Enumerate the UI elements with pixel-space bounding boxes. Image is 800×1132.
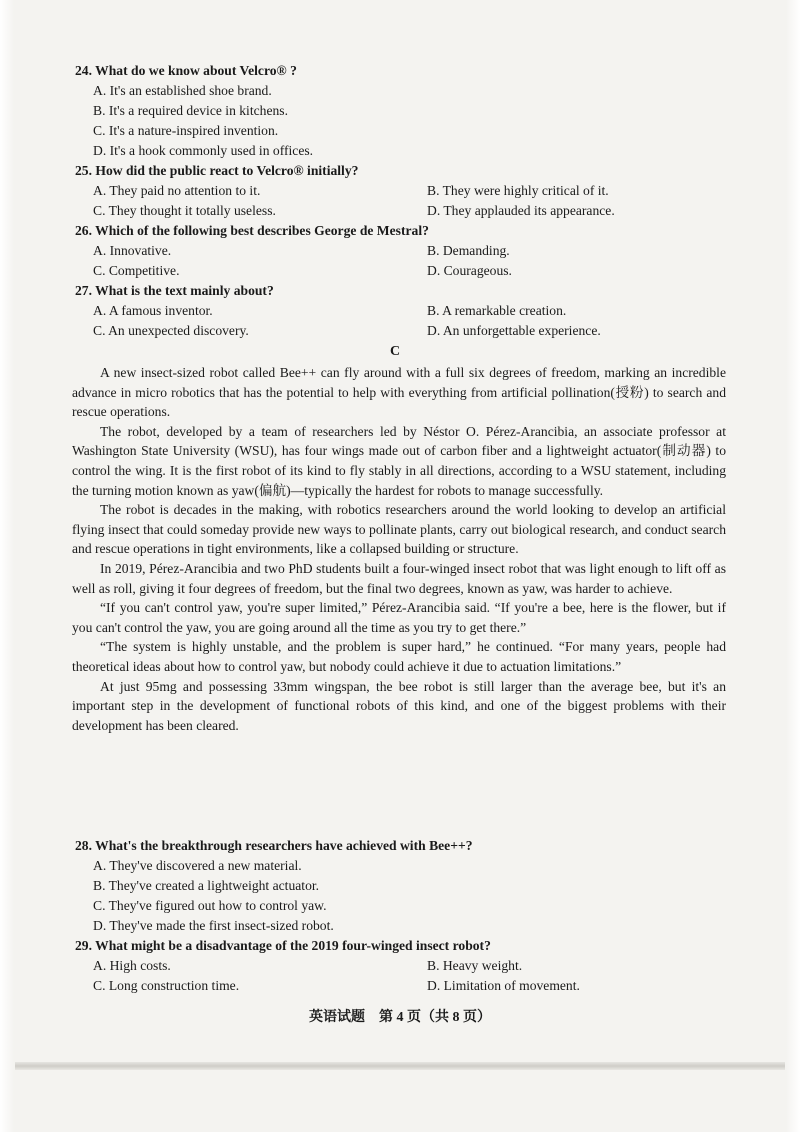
q25-option-b: B. They were highly critical of it. bbox=[427, 183, 609, 198]
q26-option-b: B. Demanding. bbox=[427, 243, 510, 258]
q29-option-a: A. High costs. bbox=[93, 958, 171, 973]
scan-edge-left bbox=[0, 0, 14, 1132]
question-27: 27. What is the text mainly about? bbox=[75, 283, 274, 298]
q26-option-a: A. Innovative. bbox=[93, 243, 172, 258]
q24-option-b: B. It's a required device in kitchens. bbox=[93, 103, 288, 118]
q27-option-a: A. A famous inventor. bbox=[93, 303, 213, 318]
question-24: 24. What do we know about Velcro® ? bbox=[75, 63, 297, 78]
q29-option-d: D. Limitation of movement. bbox=[427, 978, 580, 993]
question-26: 26. Which of the following best describes George de Mestral? bbox=[75, 223, 429, 238]
q28-option-a: A. They've discovered a new material. bbox=[93, 858, 302, 873]
question-25: 25. How did the public react to Velcro® initially? bbox=[75, 163, 359, 178]
passage-paragraph-7: At just 95mg and possessing 33mm wingspan, the bee robot is still larger than the average bee, but it's an important step in the development of functional robots of this kind, and one of the biggest problems with their development has been cleared. bbox=[72, 678, 726, 733]
page-footer: 英语试题 第 4 页（共 8 页） bbox=[309, 1010, 491, 1025]
q26-option-c: C. Competitive. bbox=[93, 263, 180, 278]
question-29: 29. What might be a disadvantage of the 2019 four-winged insect robot? bbox=[75, 938, 491, 953]
q27-option-c: C. An unexpected discovery. bbox=[93, 323, 249, 338]
scan-edge-right bbox=[786, 0, 800, 1132]
passage-paragraph-5: “If you can't control yaw, you're super limited,” Pérez-Arancibia said. “If you're a bee, here is the flower, but if you can't control the yaw, you are going around all the time as you try to get there.” bbox=[72, 600, 726, 635]
q24-option-a: A. It's an established shoe brand. bbox=[93, 83, 272, 98]
q26-option-d: D. Courageous. bbox=[427, 263, 512, 278]
q28-option-c: C. They've figured out how to control yaw. bbox=[93, 898, 327, 913]
q28-option-d: D. They've made the first insect-sized robot. bbox=[93, 918, 334, 933]
passage-paragraph-3: The robot is decades in the making, with robotics researchers around the world looking to develop an artificial flying insect that could someday provide new ways to pollinate plants, carry out biological research, and conduct search and rescue operations in tight environments, like a collapsed building or structure. bbox=[72, 502, 726, 557]
passage-paragraph-1: A new insect-sized robot called Bee++ can fly around with a full six degrees of freedom, marking an incredible advance in micro robotics that has the potential to help with everything from artificial pollination(授粉) to search and rescue operations. bbox=[72, 365, 726, 420]
scan-shadow-line bbox=[15, 1062, 785, 1070]
q27-option-d: D. An unforgettable experience. bbox=[427, 323, 601, 338]
q29-option-b: B. Heavy weight. bbox=[427, 958, 523, 973]
q27-option-b: B. A remarkable creation. bbox=[427, 303, 567, 318]
q24-option-d: D. It's a hook commonly used in offices. bbox=[93, 143, 314, 158]
q25-option-a: A. They paid no attention to it. bbox=[93, 183, 261, 198]
passage-paragraph-2: The robot, developed by a team of researchers led by Néstor O. Pérez-Arancibia, an associate professor at Washington State University (WSU), has four wings made out of carbon fiber and a lightweight actuator(制动器) to control the wing. It is the first robot of its kind to fly stably in all directions, according to a WSU statement, including the turning motion known as yaw(偏航)—typically the hardest for robots to manage successfully. bbox=[72, 423, 726, 498]
q24-option-c: C. It's a nature-inspired invention. bbox=[93, 123, 279, 138]
q25-option-d: D. They applauded its appearance. bbox=[427, 203, 615, 218]
question-28: 28. What's the breakthrough researchers have achieved with Bee++? bbox=[75, 838, 473, 853]
passage bbox=[72, 363, 726, 735]
q28-option-b: B. They've created a lightweight actuator. bbox=[93, 878, 320, 893]
q25-option-c: C. They thought it totally useless. bbox=[93, 203, 276, 218]
passage-paragraph-4: In 2019, Pérez-Arancibia and two PhD students built a four-winged insect robot that was light enough to lift off as well as roll, giving it four degrees of freedom, but the final two degrees, known as yaw, was harder to achieve. bbox=[72, 560, 726, 596]
passage-paragraph-6: “The system is highly unstable, and the problem is super hard,” he continued. “For many years, people had theoretical ideas about how to control yaw, but nobody could achieve it due to actuation limitations.” bbox=[72, 639, 726, 674]
q29-option-c: C. Long construction time. bbox=[93, 978, 240, 993]
section-heading: C bbox=[390, 344, 401, 359]
